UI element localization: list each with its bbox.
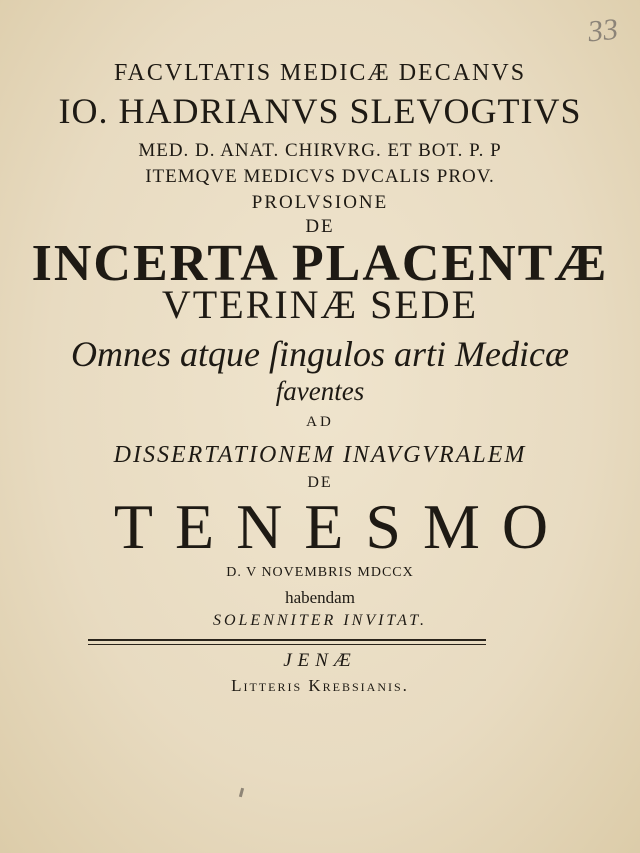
shelf-mark: 33 — [586, 12, 620, 49]
author-name: IO. HADRIANVS SLEVOGTIVS — [58, 91, 582, 131]
paper-blemish — [239, 788, 244, 797]
main-title-line-2: VTERINÆ SEDE — [161, 282, 479, 327]
invitation-line-2: faventes — [275, 376, 365, 406]
invitation-line-1: Omnes atque ſingulos arti Medicæ — [71, 334, 569, 374]
de-line-2: DE — [307, 474, 333, 491]
imprint-place: JENÆ — [283, 650, 357, 671]
divider-rule-thick — [88, 639, 486, 641]
habendam-line: habendam — [285, 588, 355, 607]
invitat-line: SOLENNITER INVITAT. — [212, 612, 428, 629]
prolusione-line: PROLVSIONE — [251, 192, 389, 213]
de-line-1: DE — [305, 216, 335, 237]
author-office: ITEMQVE MEDICVS DVCALIS PROV. — [145, 166, 495, 187]
ad-line: AD — [306, 414, 334, 430]
date-line: D. V NOVEMBRIS MDCCX — [226, 565, 414, 580]
divider-rule-thin — [88, 644, 486, 645]
dissertation-line: DISSERTATIONEM INAVGVRALEM — [113, 442, 527, 468]
author-titles: MED. D. ANAT. CHIRVRG. ET BOT. P. P — [138, 140, 502, 161]
imprint-printer: Litteris Krebsianis. — [231, 676, 409, 695]
dissertation-subject: TENESMO — [113, 491, 571, 562]
main-title-line-1: INCERTA PLACENTÆ — [31, 235, 609, 292]
faculty-line: FACVLTATIS MEDICÆ DECANVS — [113, 60, 527, 86]
